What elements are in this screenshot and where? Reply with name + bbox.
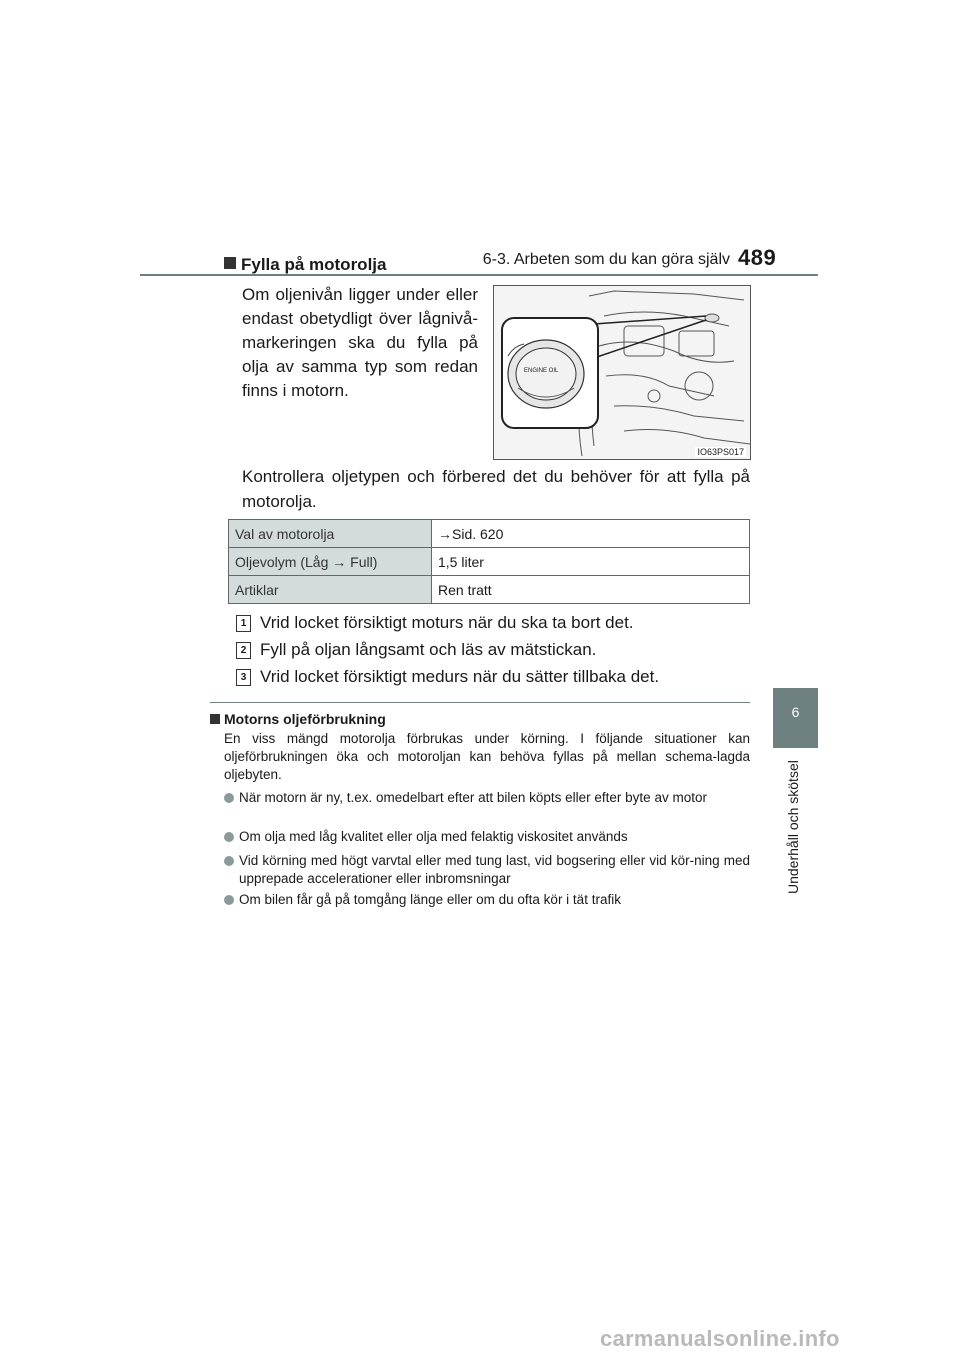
bullet-dot-icon <box>224 793 234 803</box>
section-title: 6-3. Arbeten som du kan göra själv <box>482 251 730 268</box>
table-row <box>229 548 750 576</box>
table-value: Ren tratt <box>432 576 750 604</box>
chapter-title-svg <box>782 758 806 898</box>
table-row <box>229 576 750 604</box>
chapter-title-text: Underhåll och skötsel <box>785 760 801 894</box>
table-key: Artiklar <box>229 576 432 604</box>
watermark-link[interactable]: carmanualsonline.info <box>600 1326 840 1351</box>
table-value: →Sid. 620 <box>432 520 750 548</box>
step-item <box>236 639 756 661</box>
list-item <box>224 789 750 807</box>
table-key: Val av motorolja <box>229 520 432 548</box>
bullet-dot-icon <box>224 856 234 866</box>
bullet-dot-icon <box>224 895 234 905</box>
square-bullet-icon <box>210 714 220 724</box>
chapter-title-vertical <box>782 758 806 898</box>
list-item-text: Om bilen får gå på tomgång länge eller om du ofta kör i tät trafik <box>239 892 621 907</box>
step-item <box>236 612 756 634</box>
check-paragraph: Kontrollera oljetypen och förbered det du behöver för att fylla på motorolja. <box>242 467 750 511</box>
step-number: 3 <box>236 669 251 686</box>
oil-spec-table <box>228 519 750 604</box>
cap-label-text: ENGINE OIL <box>524 368 559 374</box>
note-heading <box>210 710 386 728</box>
step-number: 2 <box>236 642 251 659</box>
section-heading <box>224 254 386 276</box>
square-bullet-icon <box>224 257 236 269</box>
chapter-number: 6 <box>791 704 800 720</box>
table-key: Oljevolym (Låg → Full) <box>229 548 432 576</box>
notes-divider <box>210 702 750 703</box>
engine-bay-drawing <box>494 286 750 459</box>
note-paragraph: En viss mängd motorolja förbrukas under körning. I följande situationer kan oljeförbrukningen öka och motoroljan kan behöva fyllas på mellan schema-lagda oljebyten. <box>224 731 750 782</box>
table-row <box>229 520 750 548</box>
list-item-text: Vid körning med högt varvtal eller med tung last, vid bogsering eller vid kör-ning med upprepade accelerationer eller inbromsningar <box>239 853 750 886</box>
note-heading-text: Motorns oljeförbrukning <box>224 711 386 727</box>
step-text: Vrid locket försiktigt medurs när du sätter tillbaka det. <box>260 667 660 686</box>
step-text: Vrid locket försiktigt moturs när du ska ta bort det. <box>260 613 634 632</box>
list-item-text: Om olja med låg kvalitet eller olja med felaktig viskositet används <box>239 829 628 844</box>
section-heading-text: Fylla på motorolja <box>241 255 387 274</box>
list-item <box>224 828 750 846</box>
intro-paragraph: Om oljenivån ligger under eller endast obetydligt över lågnivå-markeringen ska du fylla på olja av samma typ som redan finns i motorn. <box>242 285 478 400</box>
step-text: Fyll på oljan långsamt och läs av mätstickan. <box>260 640 597 659</box>
step-number: 1 <box>236 615 251 632</box>
figure-code: IO63PS017 <box>697 447 744 457</box>
list-item-text: När motorn är ny, t.ex. omedelbart efter att bilen köpts eller efter byte av motor <box>239 790 707 805</box>
page-number: 489 <box>738 245 777 270</box>
list-item <box>224 852 750 888</box>
bullet-dot-icon <box>224 832 234 842</box>
step-item <box>236 666 756 688</box>
table-value: 1,5 liter <box>432 548 750 576</box>
list-item <box>224 891 750 909</box>
engine-oil-cap-illustration <box>493 285 751 460</box>
